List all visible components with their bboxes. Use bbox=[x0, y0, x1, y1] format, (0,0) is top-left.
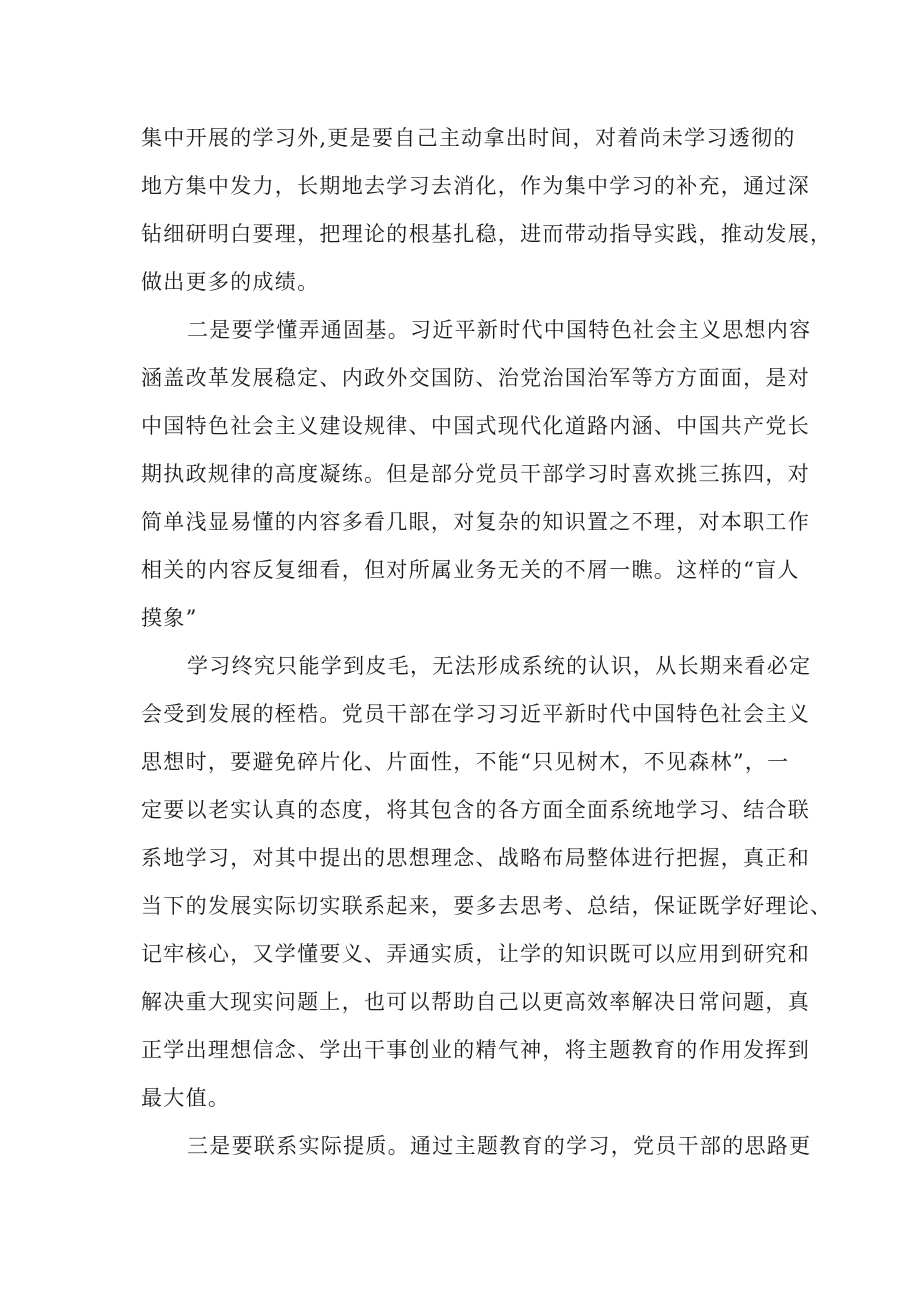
paragraph-4 bbox=[141, 1122, 813, 1170]
paragraph-line: 中国特色社会主义建设规律、中国式现代化道路内涵、中国共产党长 bbox=[141, 414, 810, 438]
paragraph-line: 学习终究只能学到皮毛，无法形成系统的认识，从长期来看必定 bbox=[187, 654, 812, 678]
document-body bbox=[141, 114, 833, 1170]
paragraph-line: 最大值。 bbox=[141, 1086, 231, 1110]
paragraph-line: 三是要联系实际提质。通过主题教育的学习，党员干部的思路更 bbox=[187, 1134, 812, 1158]
paragraph-line: 简单浅显易懂的内容多看几眼，对复杂的知识置之不理，对本职工作 bbox=[141, 510, 810, 534]
paragraph-line: 集中开展的学习外,更是要自己主动拿出时间，对着尚未学习透彻的 bbox=[141, 126, 796, 150]
paragraph-line: 摸象” bbox=[141, 606, 198, 630]
paragraph-line: 会受到发展的桎梏。党员干部在学习习近平新时代中国特色社会主义 bbox=[141, 702, 810, 726]
paragraph-line: 二是要学懂弄通固基。习近平新时代中国特色社会主义思想内容 bbox=[187, 318, 812, 342]
paragraph-line: 定要以老实认真的态度，将其包含的各方面全面系统地学习、结合联 bbox=[141, 798, 810, 822]
paragraph-1 bbox=[141, 114, 833, 306]
paragraph-line: 涵盖改革发展稳定、内政外交国防、治党治国治军等方方面面，是对 bbox=[141, 366, 810, 390]
paragraph-line: 地方集中发力，长期地去学习去消化，作为集中学习的补充，通过深 bbox=[141, 174, 810, 198]
paragraph-line: 期执政规律的高度凝练。但是部分党员干部学习时喜欢挑三拣四，对 bbox=[141, 462, 810, 486]
paragraph-line: 相关的内容反复细看，但对所属业务无关的不屑一瞧。这样的“盲人 bbox=[141, 558, 800, 582]
paragraph-line: 解决重大现实问题上，也可以帮助自己以更高效率解决日常问题，真 bbox=[141, 990, 810, 1014]
paragraph-2 bbox=[141, 306, 813, 642]
paragraph-line: 钻细研明白要理，把理论的根基扎稳，进而带动指导实践，推动发展， bbox=[141, 222, 833, 246]
paragraph-line: 系地学习，对其中提出的思想理念、战略布局整体进行把握，真正和 bbox=[141, 846, 810, 870]
paragraph-3 bbox=[141, 642, 833, 1122]
paragraph-line: 当下的发展实际切实联系起来，要多去思考、总结，保证既学好理论、 bbox=[141, 894, 833, 918]
paragraph-line: 做出更多的成绩。 bbox=[141, 270, 320, 294]
paragraph-line: 记牢核心，又学懂要义、弄通实质，让学的知识既可以应用到研究和 bbox=[141, 942, 810, 966]
paragraph-line: 正学出理想信念、学出干事创业的精气神，将主题教育的作用发挥到 bbox=[141, 1038, 810, 1062]
paragraph-line: 思想时，要避免碎片化、片面性，不能“只见树木，不见森林”，一 bbox=[141, 750, 790, 774]
